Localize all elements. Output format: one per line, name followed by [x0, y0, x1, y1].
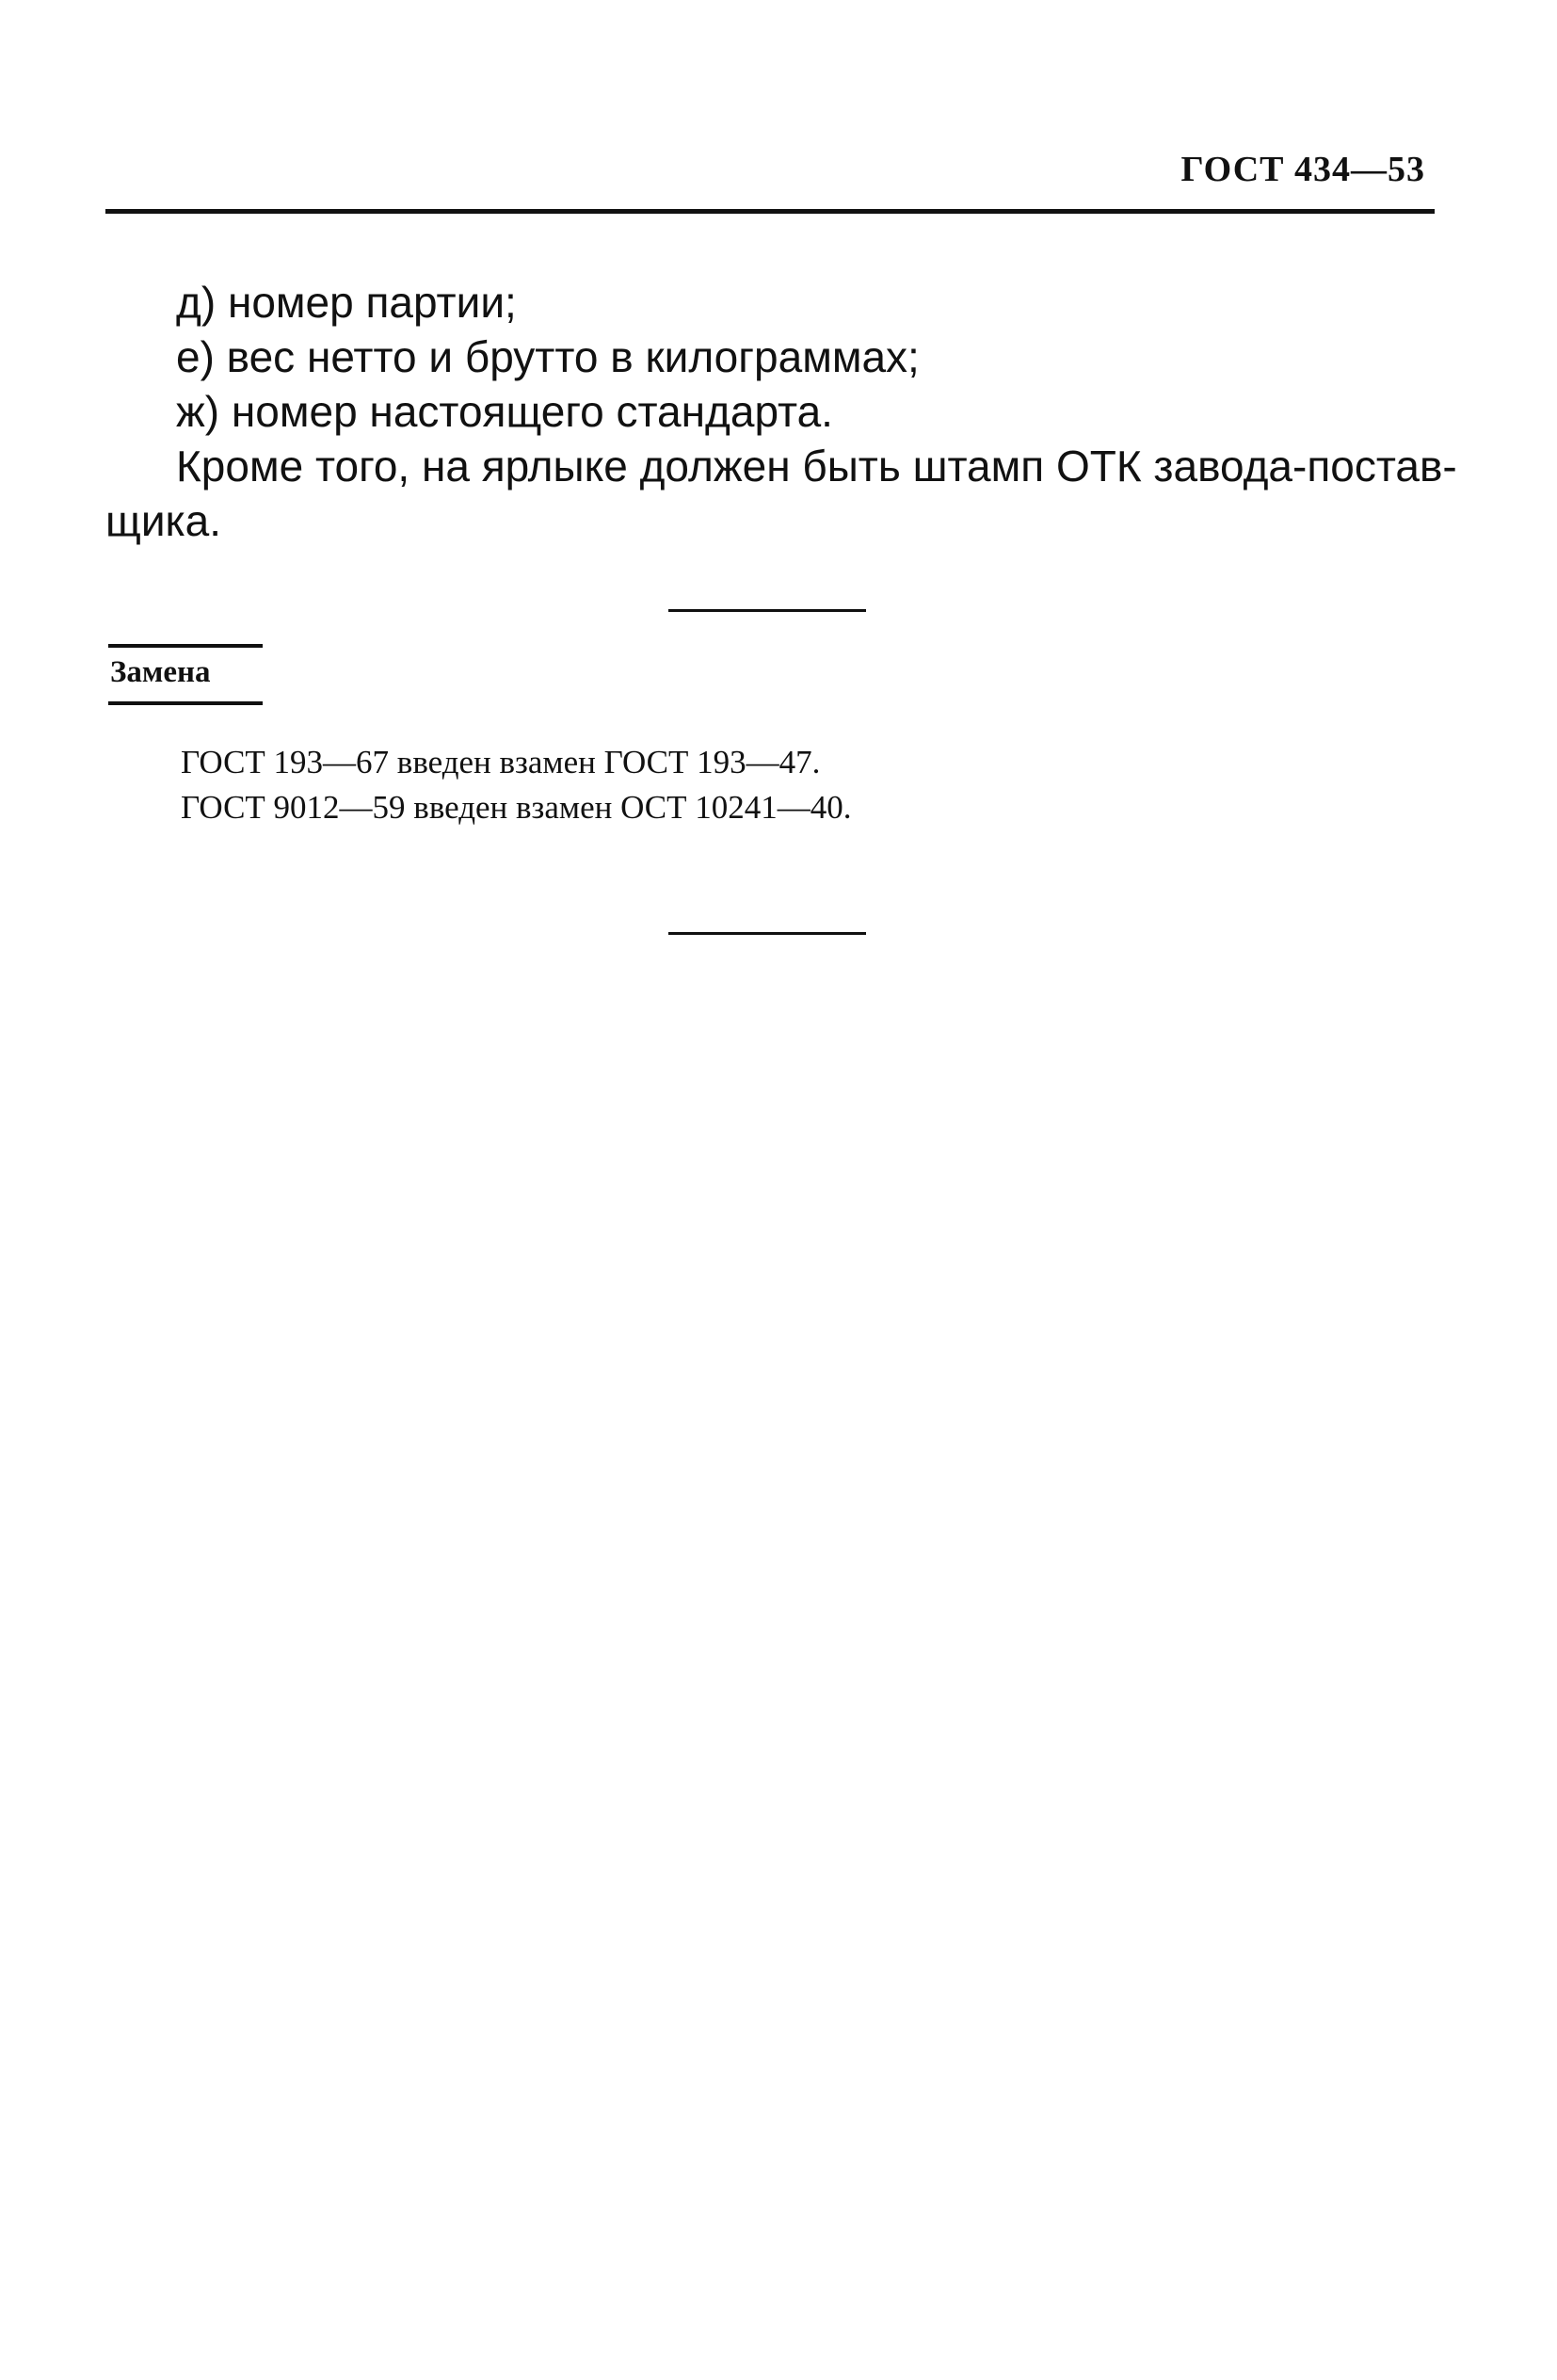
- end-separator: [668, 932, 866, 935]
- replacement-label: Замена: [110, 655, 211, 689]
- replacement-entry: ГОСТ 9012—59 введен взамен ОСТ 10241—40.: [181, 789, 852, 826]
- standard-code: ГОСТ 434—53: [1180, 150, 1425, 189]
- header-rule: [105, 209, 1435, 214]
- paragraph-line: щика.: [105, 496, 222, 545]
- list-item: е) вес нетто и брутто в килограммах;: [176, 332, 920, 381]
- paragraph-line: Кроме того, на ярлыке должен быть штамп ОТК завода-постав-: [176, 442, 1457, 490]
- label-rule-top: [108, 644, 263, 648]
- body-text: [105, 275, 1457, 548]
- label-rule-bottom: [108, 701, 263, 705]
- list-item: д) номер партии;: [176, 278, 517, 327]
- list-item: ж) номер настоящего стандарта.: [176, 387, 833, 436]
- replacement-list: [181, 740, 852, 830]
- replacement-entry: ГОСТ 193—67 введен взамен ГОСТ 193—47.: [181, 744, 821, 780]
- section-separator: [668, 609, 866, 612]
